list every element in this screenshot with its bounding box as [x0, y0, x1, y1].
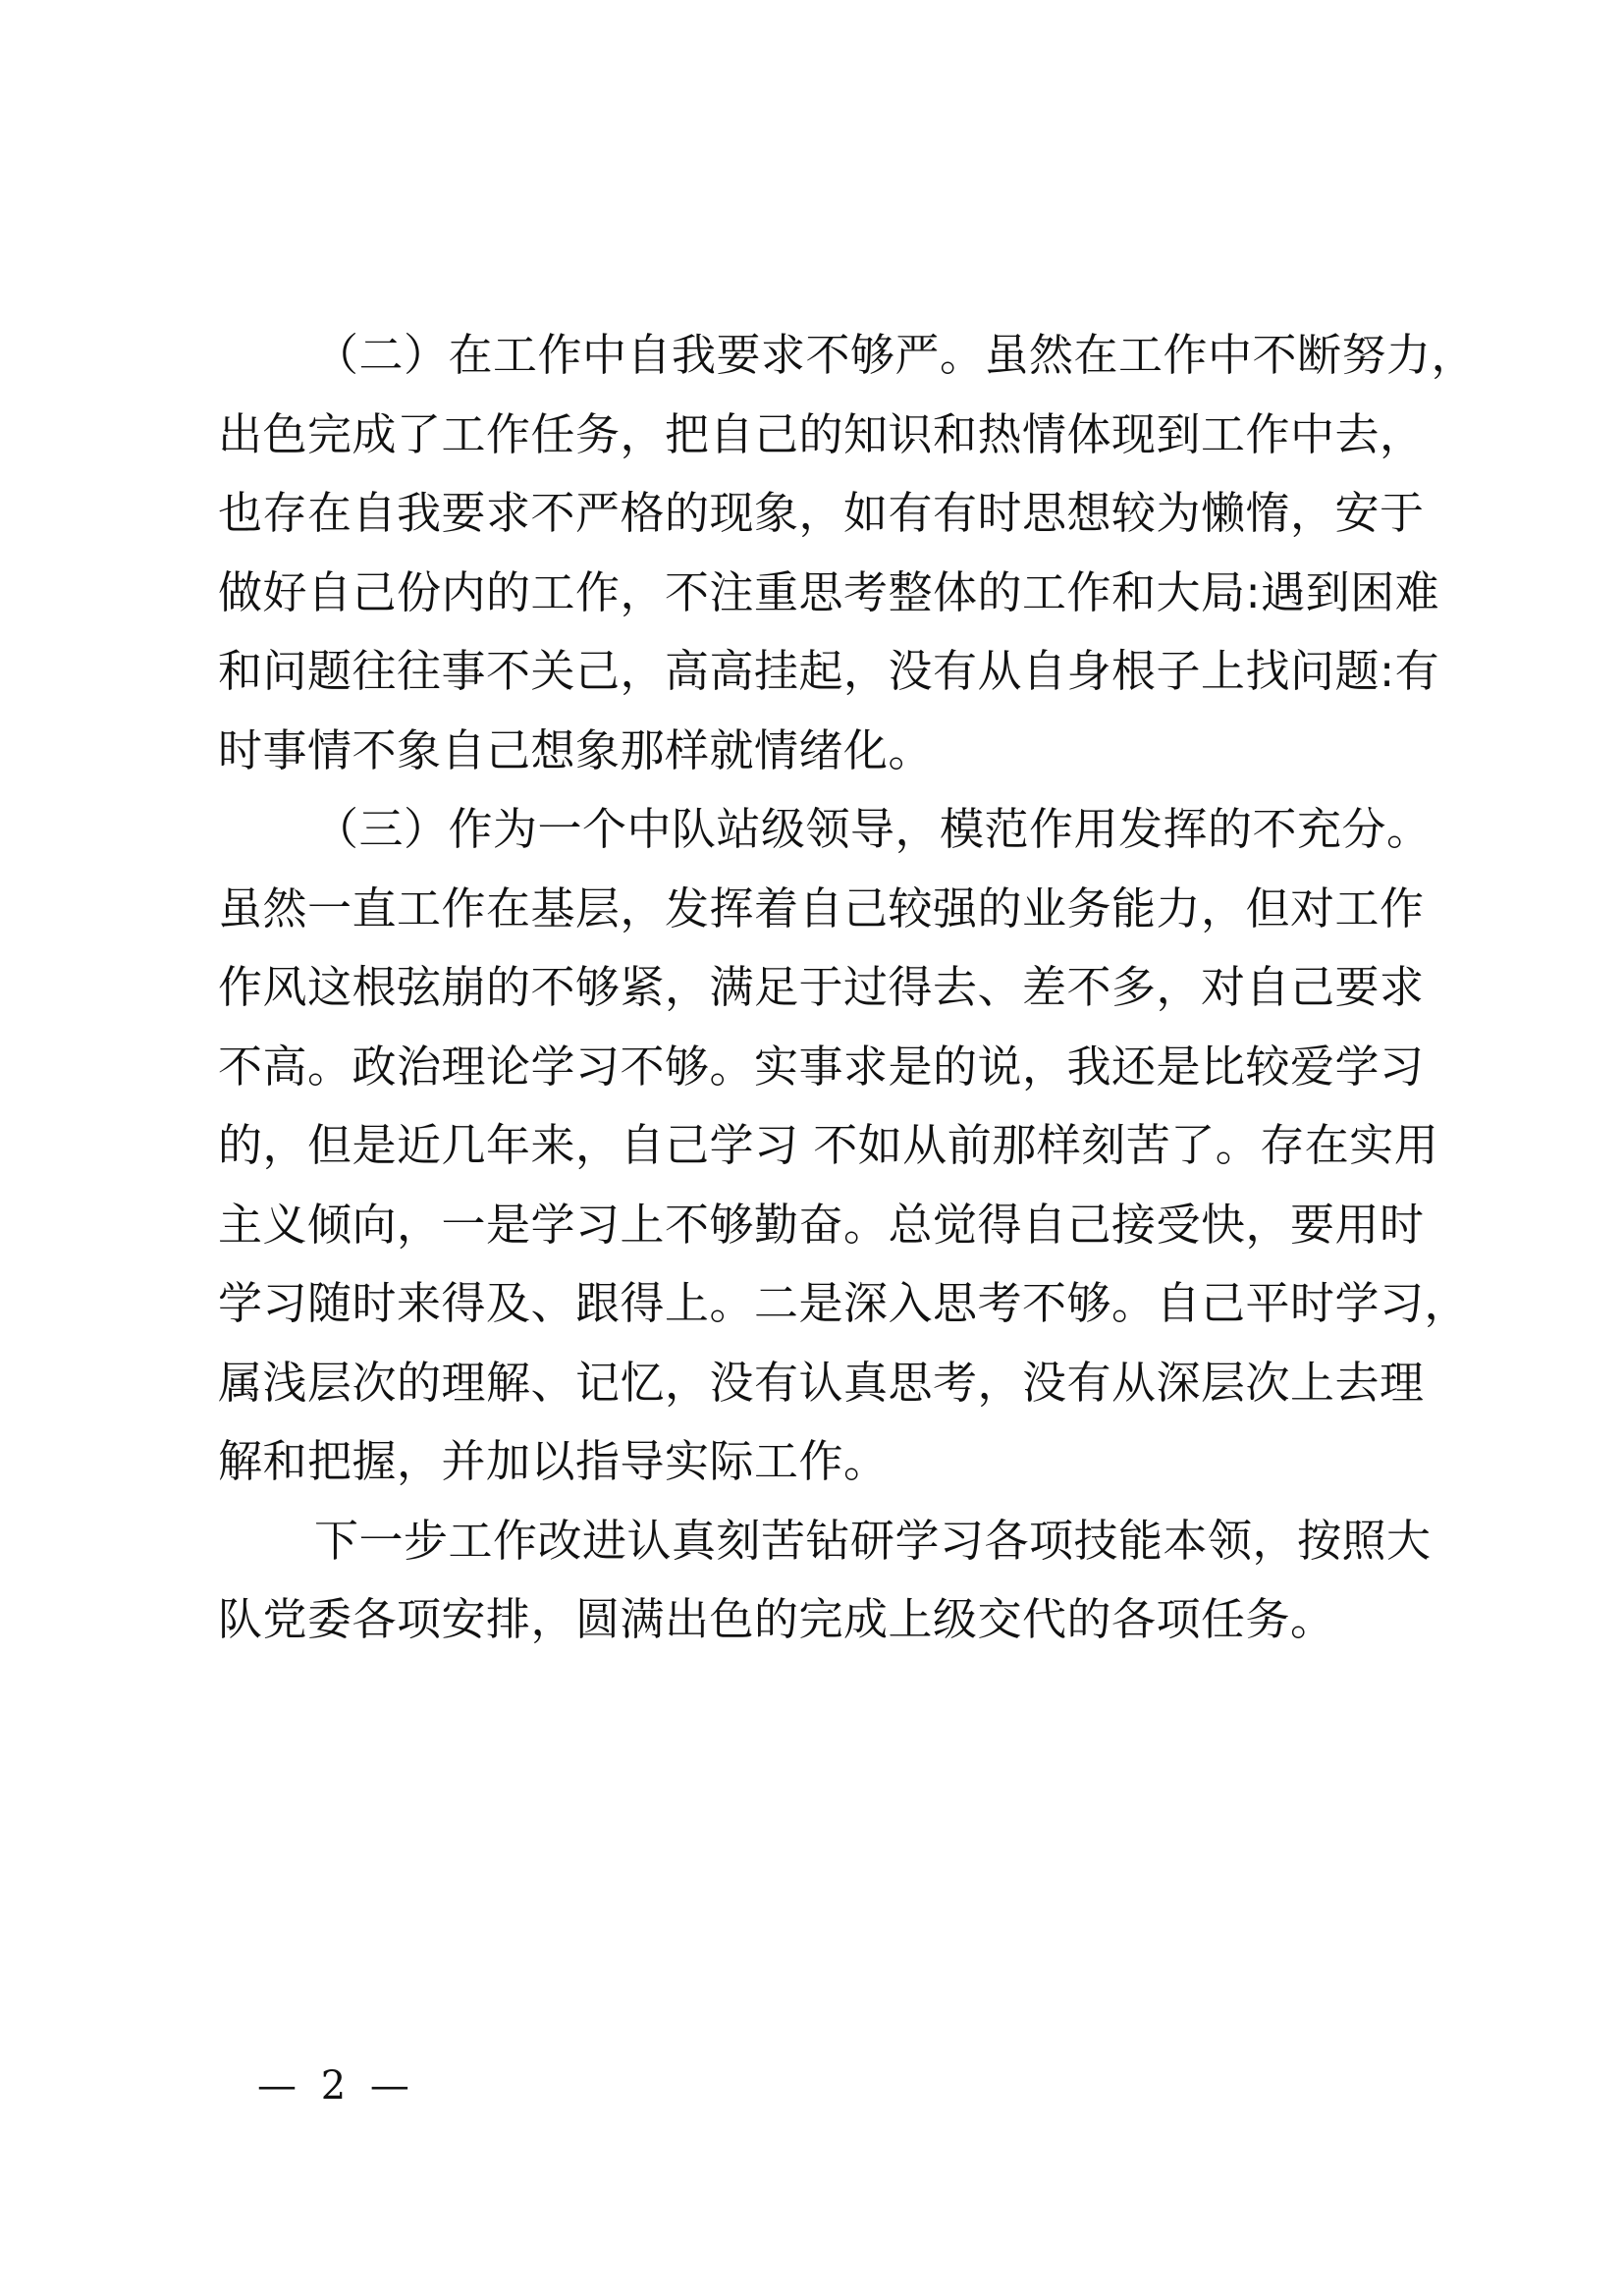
paragraph-line: 做好自己份内的工作，不注重思考整体的工作和大局:遇到困难 — [218, 565, 1440, 618]
paragraph-line: 时事情不象自己想象那样就情绪化。 — [218, 723, 934, 776]
paragraph-next-steps — [218, 1502, 1435, 1660]
paragraph-line: 作风这根弦崩的不够紧，满足于过得去、差不多，对自己要求 — [218, 961, 1425, 1013]
paragraph-line: 也存在自我要求不严格的现象，如有有时思想较为懒惰，安于 — [218, 487, 1425, 539]
paragraph-line: 的，但是近几年来，自己学习 不如从前那样刻苦了。存在实用 — [218, 1119, 1439, 1171]
paragraph-line: 队党委各项安排，圆满出色的完成上级交代的各项任务。 — [218, 1593, 1335, 1645]
paragraph-line: （三）作为一个中队站级领导，模范作用发挥的不充分。 — [314, 803, 1432, 855]
paragraph-section-2 — [218, 316, 1477, 790]
paragraph-line: 虽然一直工作在基层，发挥着自己较强的业务能力，但对工作 — [218, 881, 1425, 934]
paragraph-line: 出色完成了工作任务，把自己的知识和热情体现到工作中去， — [218, 407, 1425, 460]
paragraph-line: 解和把握，并加以指导实际工作。 — [218, 1435, 889, 1487]
paragraph-line: 不高。政治理论学习不够。实事求是的说，我还是比较爱学习 — [218, 1040, 1425, 1093]
paragraph-line: 和问题往往事不关己，高高挂起，没有从自身根子上找问题:有 — [218, 645, 1440, 697]
paragraph-line: 属浅层次的理解、记忆，没有认真思考，没有从深层次上去理 — [218, 1356, 1425, 1409]
paragraph-line: 学习随时来得及、跟得上。二是深入思考不够。自己平时学习， — [218, 1277, 1470, 1329]
paragraph-line: 主义倾向，一是学习上不够勤奋。总觉得自己接受快，要用时 — [218, 1198, 1425, 1251]
page-number: — 2 — — [257, 2063, 415, 2109]
paragraph-line: 下一步工作改进认真刻苦钻研学习各项技能本领，按照大 — [314, 1514, 1432, 1567]
paragraph-line: （二）在工作中自我要求不够严。虽然在工作中不断努力， — [314, 329, 1477, 381]
document-body — [218, 316, 1477, 1660]
paragraph-section-3 — [218, 790, 1470, 1502]
